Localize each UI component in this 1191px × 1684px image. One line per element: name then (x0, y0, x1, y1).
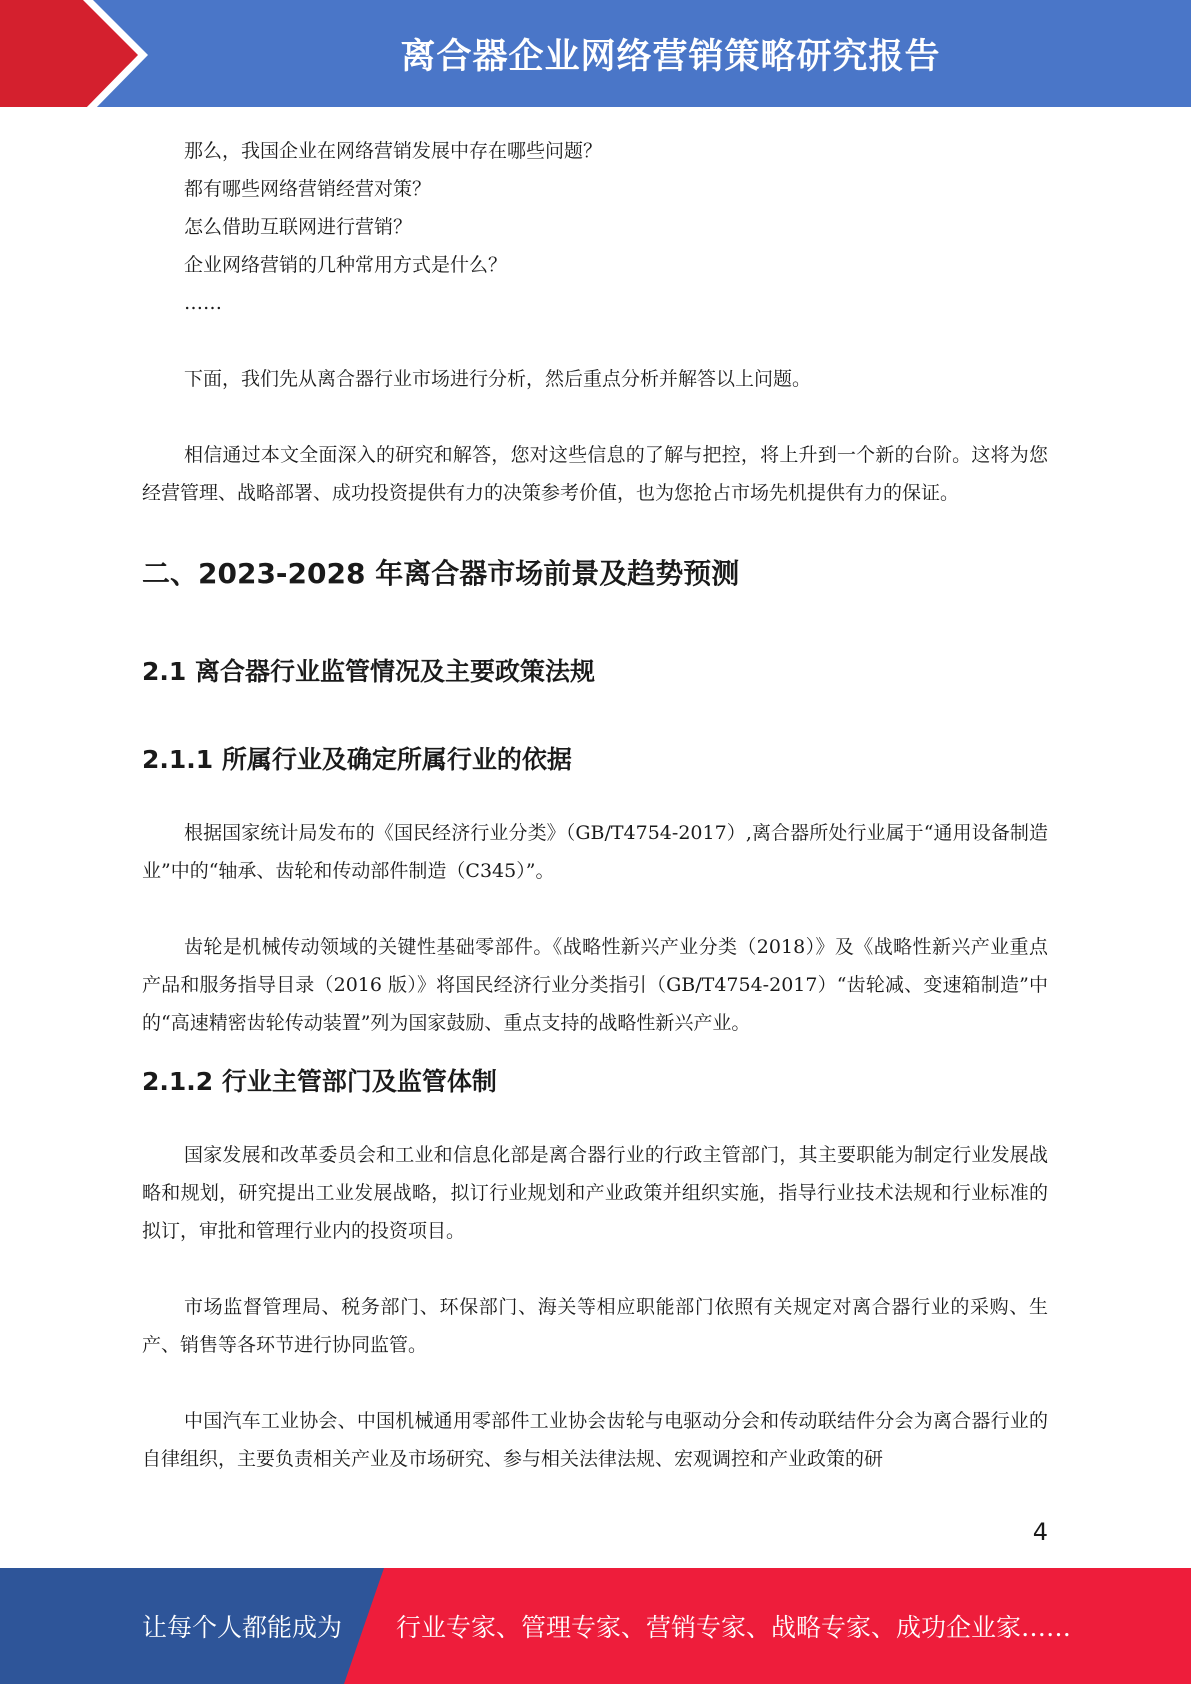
section-2-1-2-paragraph-1: 国家发展和改革委员会和工业和信息化部是离合器行业的行政主管部门，其主要职能为制定行业发展战略和规划，研究提出工业发展战略，拟订行业规划和产业政策并组织实施，指导行业技术法规和行业标准的拟订，审批和管理行业内的投资项目。 (142, 1144, 1048, 1242)
question-3: 怎么借助互联网进行营销？ (184, 216, 413, 238)
page-content (142, 132, 1048, 1478)
footer-slogan-right: 行业专家、管理专家、营销专家、战略专家、成功企业家…… (396, 1613, 1072, 1642)
question-4: 企业网络营销的几种常用方式是什么？ (184, 254, 508, 276)
section-2-1-2-paragraph-2: 市场监督管理局、税务部门、环保部门、海关等相应职能部门依照有关规定对离合器行业的采购、生产、销售等各环节进行协同监管。 (142, 1296, 1048, 1356)
section-2-heading: 二、2023-2028 年离合器市场前景及趋势预测 (142, 557, 740, 590)
section-2-1-2-paragraph-3: 中国汽车工业协会、中国机械通用零部件工业协会齿轮与电驱动分会和传动联结件分会为离合器行业的自律组织，主要负责相关产业及市场研究、参与相关法律法规、宏观调控和产业政策的研 (142, 1410, 1048, 1470)
section-2-1-heading: 2.1 离合器行业监管情况及主要政策法规 (142, 657, 595, 686)
report-title: 离合器企业网络营销策略研究报告 (400, 36, 941, 77)
intro-paragraph-1: 下面，我们先从离合器行业市场进行分析，然后重点分析并解答以上问题。 (184, 368, 812, 390)
section-2-1-2-heading: 2.1.2 行业主管部门及监管体制 (142, 1067, 497, 1096)
intro-paragraph-2: 相信通过本文全面深入的研究和解答，您对这些信息的了解与把控，将上升到一个新的台阶。这将为您经营管理、战略部署、成功投资提供有力的决策参考价值，也为您抢占市场先机提供有力的保证。 (142, 444, 1048, 504)
footer-slogan-left: 让每个人都能成为 (142, 1613, 343, 1642)
page-header (0, 0, 1191, 111)
page-footer (0, 1568, 1191, 1684)
question-ellipsis: …… (184, 292, 222, 314)
section-2-1-1-paragraph-2: 齿轮是机械传动领域的关键性基础零部件。《战略性新兴产业分类（2018）》及《战略性新兴产业重点产品和服务指导目录（2016 版）》将国民经济行业分类指引（GB/T4754-2017）“齿轮减、变速箱制造”中的“高速精密齿轮传动装置”列为国家鼓励、重点支持的战略性新兴产业。 (142, 936, 1048, 1034)
section-2-1-1-paragraph-1: 根据国家统计局发布的《国民经济行业分类》（GB/T4754-2017）,离合器所处行业属于“通用设备制造业”中的“轴承、齿轮和传动部件制造（C345）”。 (142, 822, 1048, 882)
page-number: 4 (1032, 1518, 1048, 1546)
question-1: 那么，我国企业在网络营销发展中存在哪些问题？ (184, 140, 603, 162)
section-2-1-1-heading: 2.1.1 所属行业及确定所属行业的依据 (142, 745, 572, 774)
question-2: 都有哪些网络营销经营对策？ (184, 178, 432, 200)
